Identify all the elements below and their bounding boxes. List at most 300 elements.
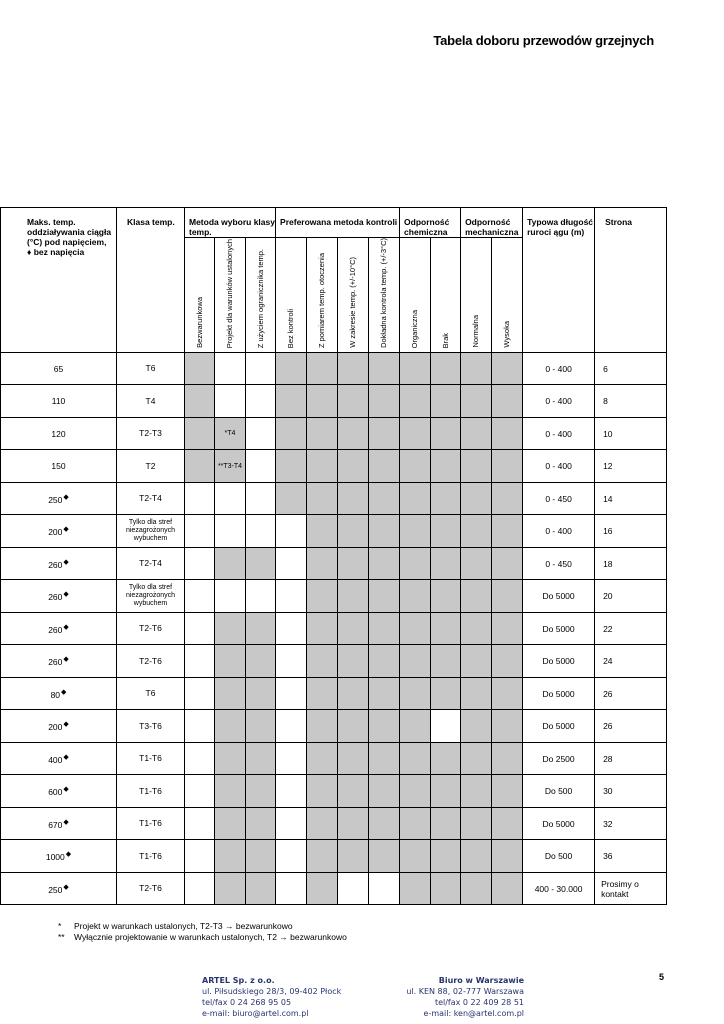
- page-ref-cell: 24: [595, 645, 667, 678]
- page-ref-cell: 28: [595, 742, 667, 775]
- matrix-cell: [431, 352, 461, 385]
- header-max-temp: Maks. temp. oddziaływania ciągła (°C) pod napięciem, ♦ bez napięcia: [1, 208, 117, 353]
- length-cell: Do 5000: [523, 677, 595, 710]
- temp-cell: 1000◆: [1, 840, 117, 873]
- matrix-cell: [492, 775, 523, 808]
- matrix-cell: [185, 515, 215, 548]
- length-cell: 0 - 450: [523, 547, 595, 580]
- length-cell: Do 500: [523, 840, 595, 873]
- matrix-cell: [369, 580, 400, 613]
- matrix-cell: [215, 385, 246, 418]
- page-ref-cell: 8: [595, 385, 667, 418]
- matrix-cell: [307, 547, 338, 580]
- table-row: [1, 547, 667, 580]
- company-phone: tel/fax 0 24 268 95 05: [202, 998, 292, 1007]
- matrix-cell: [492, 612, 523, 645]
- matrix-cell: [338, 742, 369, 775]
- matrix-cell: [246, 547, 276, 580]
- matrix-cell: [461, 352, 492, 385]
- matrix-cell: [461, 385, 492, 418]
- matrix-cell: [431, 515, 461, 548]
- matrix-cell: [185, 580, 215, 613]
- diamond-marker: ◆: [63, 623, 69, 631]
- matrix-cell: [185, 417, 215, 450]
- temp-class-cell: T1-T6: [117, 807, 185, 840]
- matrix-cell: [276, 580, 307, 613]
- matrix-cell: [338, 417, 369, 450]
- matrix-cell: [215, 645, 246, 678]
- table-body: [1, 352, 667, 905]
- matrix-cell: [246, 645, 276, 678]
- diamond-marker: ◆: [63, 818, 69, 826]
- matrix-cell: [461, 872, 492, 905]
- matrix-cell: [246, 417, 276, 450]
- matrix-cell: [431, 872, 461, 905]
- matrix-cell: [492, 450, 523, 483]
- matrix-cell: [307, 417, 338, 450]
- matrix-cell: [492, 352, 523, 385]
- matrix-cell: [185, 385, 215, 418]
- matrix-cell: [369, 775, 400, 808]
- matrix-cell: [185, 612, 215, 645]
- matrix-cell: [276, 840, 307, 873]
- table-row: [1, 580, 667, 613]
- matrix-cell: [185, 482, 215, 515]
- matrix-cell: [246, 840, 276, 873]
- header-length: Typowa długość ruroci ągu (m): [523, 208, 595, 353]
- matrix-cell: [185, 352, 215, 385]
- matrix-cell: [431, 807, 461, 840]
- diamond-marker: ◆: [63, 656, 69, 664]
- matrix-cell: [215, 547, 246, 580]
- matrix-cell: [185, 872, 215, 905]
- subheader: Z użyciem ogranicznika temp.: [255, 248, 265, 348]
- subheader: Bez kontroli: [286, 308, 296, 348]
- subheader: Bezwarunkowa: [194, 297, 204, 348]
- matrix-cell: [369, 385, 400, 418]
- matrix-cell: [400, 775, 431, 808]
- matrix-cell: [461, 840, 492, 873]
- length-cell: 0 - 400: [523, 352, 595, 385]
- matrix-cell: [307, 612, 338, 645]
- table-row: [1, 612, 667, 645]
- length-cell: 0 - 400: [523, 515, 595, 548]
- length-cell: Do 5000: [523, 580, 595, 613]
- page-ref-cell: 14: [595, 482, 667, 515]
- matrix-cell: [431, 450, 461, 483]
- matrix-cell: [431, 417, 461, 450]
- office-phone: tel/fax 0 22 409 28 51: [434, 998, 524, 1007]
- matrix-cell: [215, 710, 246, 743]
- diamond-marker: ◆: [63, 753, 69, 761]
- temp-class-cell: T2-T6: [117, 645, 185, 678]
- matrix-cell: [338, 580, 369, 613]
- table-row: [1, 515, 667, 548]
- matrix-cell: [431, 612, 461, 645]
- matrix-cell: [338, 547, 369, 580]
- matrix-cell: [400, 645, 431, 678]
- subheader: Dokładna kontrola temp. (+/-3°C): [379, 238, 389, 348]
- matrix-cell: [246, 482, 276, 515]
- office-address: ul. KEN 88, 02-777 Warszawa: [406, 987, 524, 996]
- matrix-cell: [492, 840, 523, 873]
- matrix-cell: [461, 677, 492, 710]
- matrix-cell: [307, 352, 338, 385]
- matrix-cell: [276, 742, 307, 775]
- table-row: [1, 742, 667, 775]
- matrix-cell: [492, 482, 523, 515]
- matrix-cell: [307, 775, 338, 808]
- temp-class-cell: T6: [117, 677, 185, 710]
- page-ref-cell: 10: [595, 417, 667, 450]
- page-ref-cell: 22: [595, 612, 667, 645]
- matrix-cell: [276, 645, 307, 678]
- matrix-cell: [492, 710, 523, 743]
- matrix-cell: [492, 677, 523, 710]
- matrix-cell: [307, 807, 338, 840]
- page-ref-cell: Prosimy o kontakt: [595, 872, 667, 905]
- temp-cell: 250◆: [1, 872, 117, 905]
- temp-class-cell: Tylko dla stref niezagrożonych wybuchem: [117, 515, 185, 548]
- matrix-cell: [185, 840, 215, 873]
- matrix-cell: [246, 710, 276, 743]
- matrix-cell: [246, 775, 276, 808]
- matrix-cell: [246, 515, 276, 548]
- matrix-cell: [461, 515, 492, 548]
- temp-cell: 65: [1, 352, 117, 385]
- matrix-cell: [369, 742, 400, 775]
- temp-class-cell: T1-T6: [117, 840, 185, 873]
- cable-selection-table: [0, 207, 667, 905]
- temp-cell: 200◆: [1, 710, 117, 743]
- footnote: * Projekt w warunkach ustalonych, T2-T3 → bezwarunkowo: [58, 921, 293, 931]
- table-row: [1, 840, 667, 873]
- page-ref-cell: 32: [595, 807, 667, 840]
- matrix-cell: [338, 645, 369, 678]
- table-row: [1, 807, 667, 840]
- matrix-cell: [215, 742, 246, 775]
- subheader: Normalna: [471, 315, 481, 348]
- temp-cell: 260◆: [1, 612, 117, 645]
- matrix-cell: [215, 482, 246, 515]
- page-ref-cell: 26: [595, 710, 667, 743]
- matrix-cell: [338, 677, 369, 710]
- table-row: [1, 677, 667, 710]
- matrix-cell: [246, 742, 276, 775]
- header-chem: Odporność chemiczna: [400, 208, 461, 238]
- length-cell: 0 - 450: [523, 482, 595, 515]
- subheader: Brak: [440, 332, 450, 348]
- office-email[interactable]: e-mail: ken@artel.com.pl: [423, 1009, 524, 1018]
- footnotes: [58, 921, 347, 943]
- length-cell: Do 5000: [523, 645, 595, 678]
- diamond-marker: ◆: [63, 591, 69, 599]
- matrix-cell: [461, 482, 492, 515]
- matrix-cell: [338, 775, 369, 808]
- temp-cell: 600◆: [1, 775, 117, 808]
- matrix-cell: [338, 612, 369, 645]
- matrix-cell: [246, 807, 276, 840]
- temp-cell: 150: [1, 450, 117, 483]
- matrix-cell: [215, 352, 246, 385]
- temp-class-cell: T2-T6: [117, 612, 185, 645]
- temp-class-cell: T2-T3: [117, 417, 185, 450]
- page-ref-cell: 16: [595, 515, 667, 548]
- temp-class-cell: T2: [117, 450, 185, 483]
- length-cell: 0 - 400: [523, 385, 595, 418]
- page-ref-cell: 36: [595, 840, 667, 873]
- length-cell: 0 - 400: [523, 450, 595, 483]
- matrix-cell: [369, 710, 400, 743]
- matrix-cell: [400, 742, 431, 775]
- matrix-cell: [400, 482, 431, 515]
- table-row: [1, 352, 667, 385]
- temp-class-cell: T1-T6: [117, 775, 185, 808]
- matrix-cell: [369, 515, 400, 548]
- matrix-cell: [246, 612, 276, 645]
- temp-cell: 200◆: [1, 515, 117, 548]
- subheader: Organiczna: [410, 309, 420, 348]
- matrix-cell: [307, 385, 338, 418]
- matrix-cell: [369, 840, 400, 873]
- matrix-cell: [431, 710, 461, 743]
- matrix-cell: [307, 515, 338, 548]
- temp-cell: 250◆: [1, 482, 117, 515]
- footer-company-main: [202, 975, 341, 1019]
- temp-cell: 110: [1, 385, 117, 418]
- matrix-cell: [246, 872, 276, 905]
- matrix-cell: [492, 807, 523, 840]
- temp-cell: 80◆: [1, 677, 117, 710]
- subheader: Z pomiarem temp. otoczenia: [317, 252, 327, 348]
- matrix-cell: [461, 807, 492, 840]
- matrix-cell: [400, 417, 431, 450]
- matrix-cell: [369, 872, 400, 905]
- temp-cell: 260◆: [1, 547, 117, 580]
- matrix-cell: [400, 710, 431, 743]
- matrix-cell: [400, 385, 431, 418]
- matrix-cell: [338, 352, 369, 385]
- matrix-cell: [431, 580, 461, 613]
- header-mech: Odporność mechaniczna: [461, 208, 523, 238]
- matrix-cell: [461, 742, 492, 775]
- matrix-cell: [338, 482, 369, 515]
- temp-cell: 260◆: [1, 580, 117, 613]
- header-control: Preferowana metoda kontroli: [276, 208, 400, 238]
- temp-class-cell: T2-T4: [117, 482, 185, 515]
- footer-company-warsaw: [406, 975, 524, 1019]
- matrix-cell: [461, 612, 492, 645]
- matrix-cell: [369, 645, 400, 678]
- matrix-cell: [400, 872, 431, 905]
- matrix-cell: [338, 840, 369, 873]
- matrix-cell: [185, 807, 215, 840]
- matrix-cell: [369, 482, 400, 515]
- matrix-cell: [369, 807, 400, 840]
- page-ref-cell: 6: [595, 352, 667, 385]
- table-row: [1, 710, 667, 743]
- matrix-cell: [185, 775, 215, 808]
- matrix-cell: [307, 677, 338, 710]
- matrix-cell: [400, 352, 431, 385]
- matrix-cell: [431, 840, 461, 873]
- matrix-cell: [461, 450, 492, 483]
- temp-class-cell: T2-T6: [117, 872, 185, 905]
- matrix-cell: [461, 710, 492, 743]
- matrix-cell: [431, 742, 461, 775]
- matrix-cell: [400, 515, 431, 548]
- matrix-cell: [338, 710, 369, 743]
- header-temp-class: Klasa temp.: [117, 208, 185, 353]
- matrix-cell: [215, 840, 246, 873]
- diamond-marker: ◆: [63, 786, 69, 794]
- matrix-cell: [215, 677, 246, 710]
- company-name: ARTEL Sp. z o.o.: [202, 976, 275, 985]
- matrix-cell: [276, 385, 307, 418]
- length-cell: Do 5000: [523, 612, 595, 645]
- page-number: 5: [659, 972, 665, 982]
- company-address: ul. Piłsudskiego 28/3, 09-402 Płock: [202, 987, 342, 996]
- subheader: W zakresie temp. (+/-10°C): [348, 257, 358, 348]
- footnote: ** Wyłącznie projektowanie w warunkach ustalonych, T2 → bezwarunkowo: [58, 932, 347, 942]
- matrix-cell: *T4: [215, 417, 246, 450]
- page-ref-cell: 26: [595, 677, 667, 710]
- table-row: [1, 775, 667, 808]
- matrix-cell: [276, 807, 307, 840]
- matrix-cell: [276, 482, 307, 515]
- company-email[interactable]: e-mail: biuro@artel.com.pl: [202, 1009, 309, 1018]
- matrix-cell: [338, 450, 369, 483]
- matrix-cell: [276, 515, 307, 548]
- subheader: Projekt dla warunków ustalonych: [225, 238, 234, 348]
- matrix-cell: [400, 547, 431, 580]
- matrix-cell: [276, 775, 307, 808]
- temp-class-cell: T4: [117, 385, 185, 418]
- diamond-marker: ◆: [63, 558, 69, 566]
- matrix-cell: [276, 710, 307, 743]
- diamond-marker: ◆: [63, 493, 69, 501]
- office-name: Biuro w Warszawie: [438, 976, 524, 985]
- temp-class-cell: T1-T6: [117, 742, 185, 775]
- matrix-cell: [185, 645, 215, 678]
- matrix-cell: [369, 352, 400, 385]
- matrix-cell: [431, 482, 461, 515]
- matrix-cell: [276, 612, 307, 645]
- length-cell: 400 - 30.000: [523, 872, 595, 905]
- matrix-cell: [338, 515, 369, 548]
- matrix-cell: [307, 450, 338, 483]
- matrix-cell: [185, 547, 215, 580]
- matrix-cell: [492, 645, 523, 678]
- matrix-cell: [492, 385, 523, 418]
- matrix-cell: [400, 580, 431, 613]
- matrix-cell: [431, 385, 461, 418]
- matrix-cell: [276, 547, 307, 580]
- diamond-marker: ◆: [61, 688, 67, 696]
- page-title: Tabela doboru przewodów grzejnych: [433, 33, 654, 48]
- matrix-cell: [276, 352, 307, 385]
- matrix-cell: [461, 645, 492, 678]
- diamond-marker: ◆: [63, 883, 69, 891]
- temp-class-cell: T6: [117, 352, 185, 385]
- matrix-cell: [492, 872, 523, 905]
- temp-cell: 260◆: [1, 645, 117, 678]
- matrix-cell: [400, 450, 431, 483]
- diamond-marker: ◆: [65, 851, 72, 859]
- header-page: Strona: [595, 208, 667, 353]
- matrix-cell: [246, 580, 276, 613]
- page-ref-cell: 20: [595, 580, 667, 613]
- matrix-cell: [307, 645, 338, 678]
- matrix-cell: [185, 742, 215, 775]
- table-row: [1, 450, 667, 483]
- table-row: [1, 872, 667, 905]
- temp-class-cell: Tylko dla stref niezagrożonych wybuchem: [117, 580, 185, 613]
- matrix-cell: [307, 872, 338, 905]
- matrix-cell: [338, 807, 369, 840]
- matrix-cell: [431, 775, 461, 808]
- matrix-cell: [307, 710, 338, 743]
- matrix-cell: [492, 417, 523, 450]
- page-ref-cell: 12: [595, 450, 667, 483]
- matrix-cell: [369, 547, 400, 580]
- matrix-cell: [215, 775, 246, 808]
- matrix-cell: [400, 677, 431, 710]
- subheader: Wysoka: [502, 321, 512, 348]
- matrix-cell: [276, 872, 307, 905]
- matrix-cell: [461, 547, 492, 580]
- length-cell: Do 2500: [523, 742, 595, 775]
- matrix-cell: [461, 775, 492, 808]
- matrix-cell: [246, 677, 276, 710]
- matrix-cell: [307, 580, 338, 613]
- table-row: [1, 645, 667, 678]
- matrix-cell: [400, 612, 431, 645]
- matrix-cell: [431, 677, 461, 710]
- matrix-cell: [215, 872, 246, 905]
- matrix-cell: [338, 385, 369, 418]
- length-cell: Do 5000: [523, 807, 595, 840]
- temp-cell: 670◆: [1, 807, 117, 840]
- table-row: [1, 482, 667, 515]
- matrix-cell: [369, 677, 400, 710]
- matrix-cell: [461, 580, 492, 613]
- matrix-cell: [338, 872, 369, 905]
- matrix-cell: [307, 742, 338, 775]
- matrix-cell: [307, 482, 338, 515]
- matrix-cell: [185, 450, 215, 483]
- table-row: [1, 417, 667, 450]
- length-cell: Do 5000: [523, 710, 595, 743]
- length-cell: Do 500: [523, 775, 595, 808]
- matrix-cell: [492, 515, 523, 548]
- page-ref-cell: 18: [595, 547, 667, 580]
- matrix-cell: [215, 612, 246, 645]
- matrix-cell: [246, 385, 276, 418]
- matrix-cell: [215, 807, 246, 840]
- matrix-cell: [276, 677, 307, 710]
- matrix-cell: [461, 417, 492, 450]
- matrix-cell: [431, 645, 461, 678]
- matrix-cell: [307, 840, 338, 873]
- matrix-cell: [185, 710, 215, 743]
- temp-class-cell: T2-T4: [117, 547, 185, 580]
- table-row: [1, 385, 667, 418]
- matrix-cell: [185, 677, 215, 710]
- diamond-marker: ◆: [63, 526, 69, 534]
- matrix-cell: [492, 580, 523, 613]
- matrix-cell: [369, 417, 400, 450]
